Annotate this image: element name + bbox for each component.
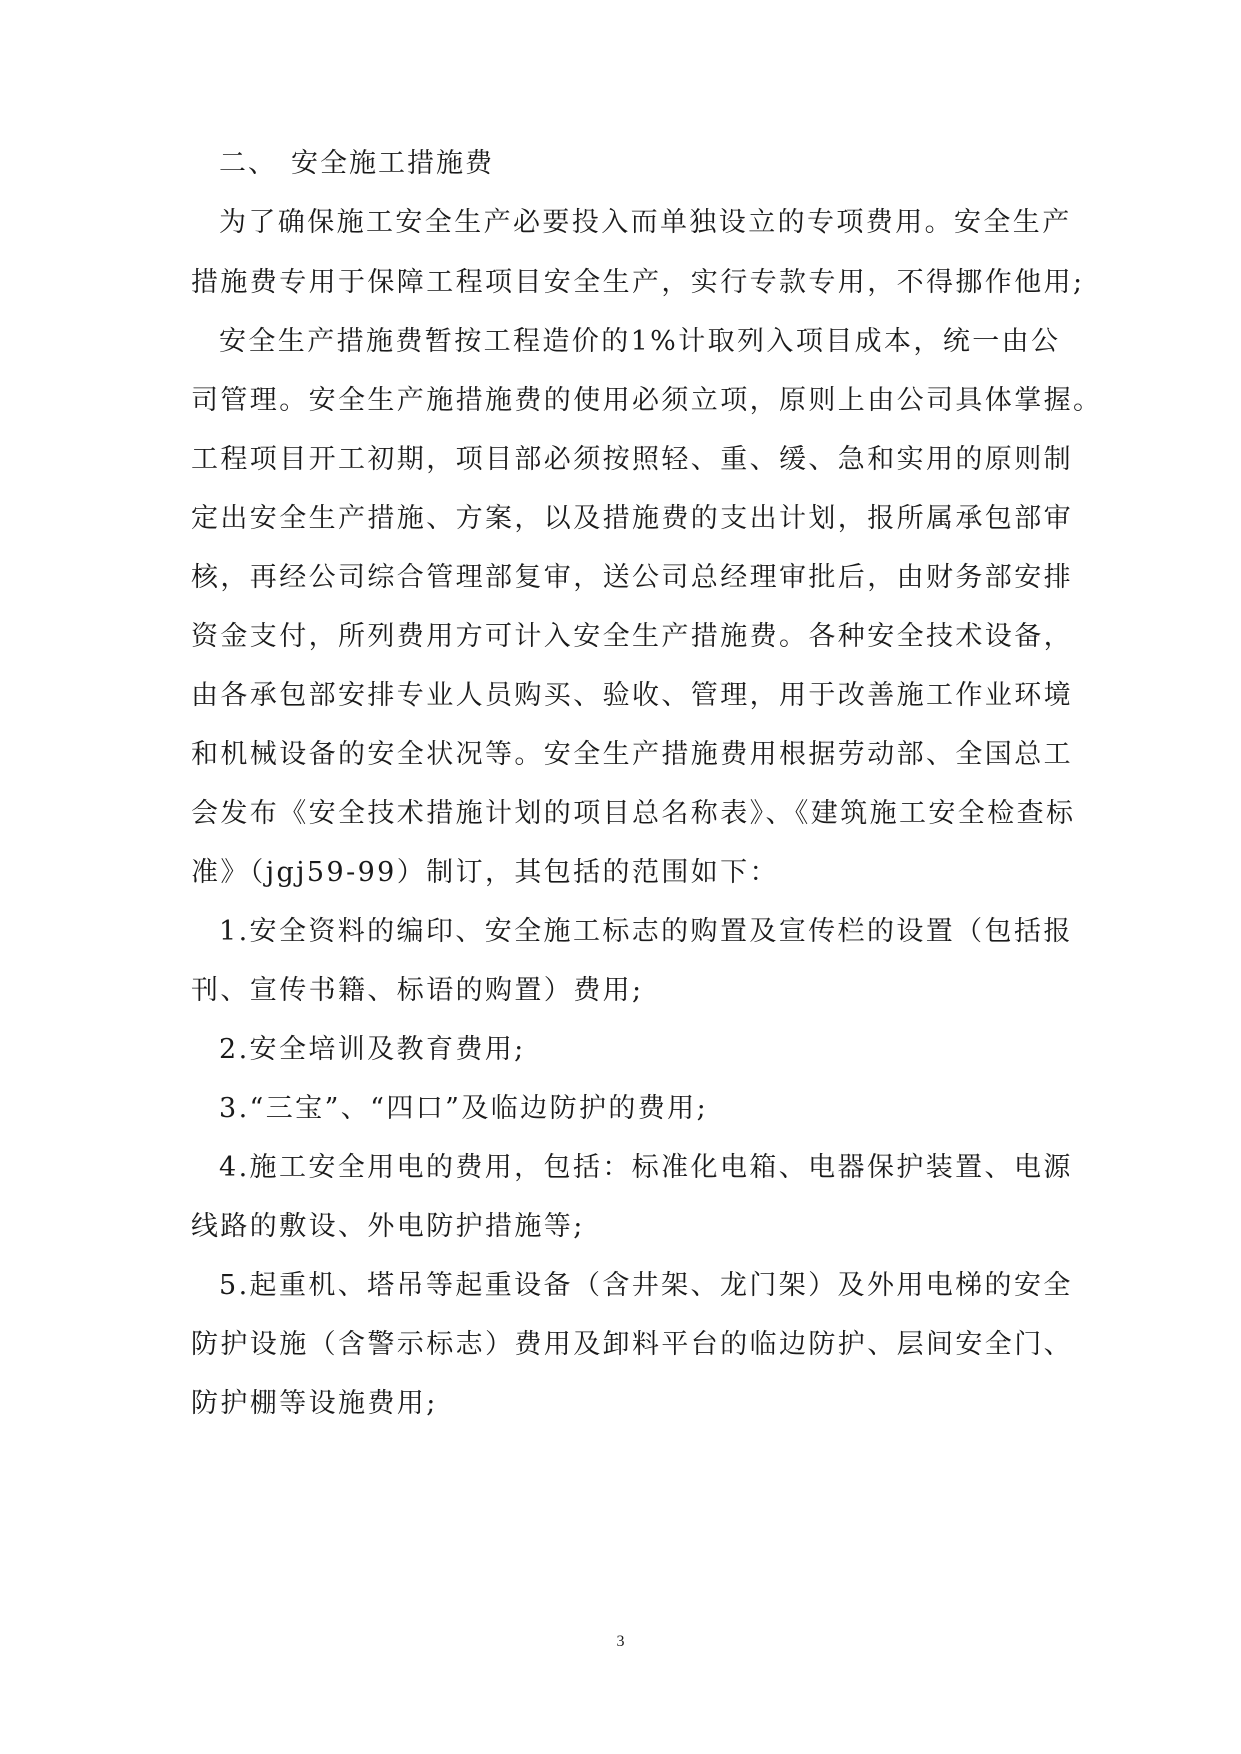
paragraph-line: 安全生产措施费暂按工程造价的1%计取列入项目成本，统一由公 bbox=[219, 326, 1061, 357]
paragraph-line: 措施费专用于保障工程项目安全生产，实行专款专用，不得挪作他用; bbox=[191, 267, 1085, 298]
list-item-line: 刊、宣传书籍、标语的购置）费用; bbox=[191, 975, 644, 1006]
paragraph-line: 司管理。安全生产施措施费的使用必须立项，原则上由公司具体掌握。 bbox=[191, 385, 1103, 416]
paragraph-line: 资金支付，所列费用方可计入安全生产措施费。各种安全技术设备， bbox=[191, 621, 1073, 652]
page-number: 3 bbox=[616, 1633, 625, 1650]
paragraph-line: 由各承包部安排专业人员购买、验收、管理，用于改善施工作业环境 bbox=[191, 680, 1073, 711]
list-item-line: 线路的敷设、外电防护措施等; bbox=[191, 1211, 585, 1242]
paragraph-line: 和机械设备的安全状况等。安全生产措施费用根据劳动部、全国总工 bbox=[191, 739, 1073, 770]
list-item-line: 防护设施（含警示标志）费用及卸料平台的临边防护、层间安全门、 bbox=[191, 1329, 1073, 1360]
paragraph-line: 准》（jgj59-99）制订，其包括的范围如下： bbox=[191, 857, 779, 888]
list-item-line: 2.安全培训及教育费用; bbox=[219, 1034, 526, 1065]
list-item-line: 3.“三宝”、“四口”及临边防护的费用; bbox=[219, 1093, 709, 1124]
section-title: 安全施工措施费 bbox=[291, 148, 494, 179]
paragraph-line: 会发布《安全技术措施计划的项目总名称表》、《建筑施工安全检查标 bbox=[191, 798, 1076, 829]
section-heading bbox=[219, 146, 1099, 182]
list-item-line: 4.施工安全用电的费用，包括：标准化电箱、电器保护装置、电源 bbox=[219, 1152, 1073, 1183]
paragraph-line: 为了确保施工安全生产必要投入而单独设立的专项费用。安全生产 bbox=[219, 207, 1072, 238]
paragraph-line: 核，再经公司综合管理部复审，送公司总经理审批后，由财务部安排 bbox=[191, 562, 1073, 593]
paragraph-line: 工程项目开工初期，项目部必须按照轻、重、缓、急和实用的原则制 bbox=[191, 444, 1073, 475]
list-item-line: 5.起重机、塔吊等起重设备（含井架、龙门架）及外用电梯的安全 bbox=[219, 1270, 1073, 1301]
paragraph-line: 定出安全生产措施、方案，以及措施费的支出计划，报所属承包部审 bbox=[191, 503, 1073, 534]
list-item-line: 1.安全资料的编印、安全施工标志的购置及宣传栏的设置（包括报 bbox=[219, 916, 1073, 947]
section-number: 二、 bbox=[219, 148, 277, 179]
list-item-line: 防护棚等设施费用; bbox=[191, 1388, 438, 1419]
